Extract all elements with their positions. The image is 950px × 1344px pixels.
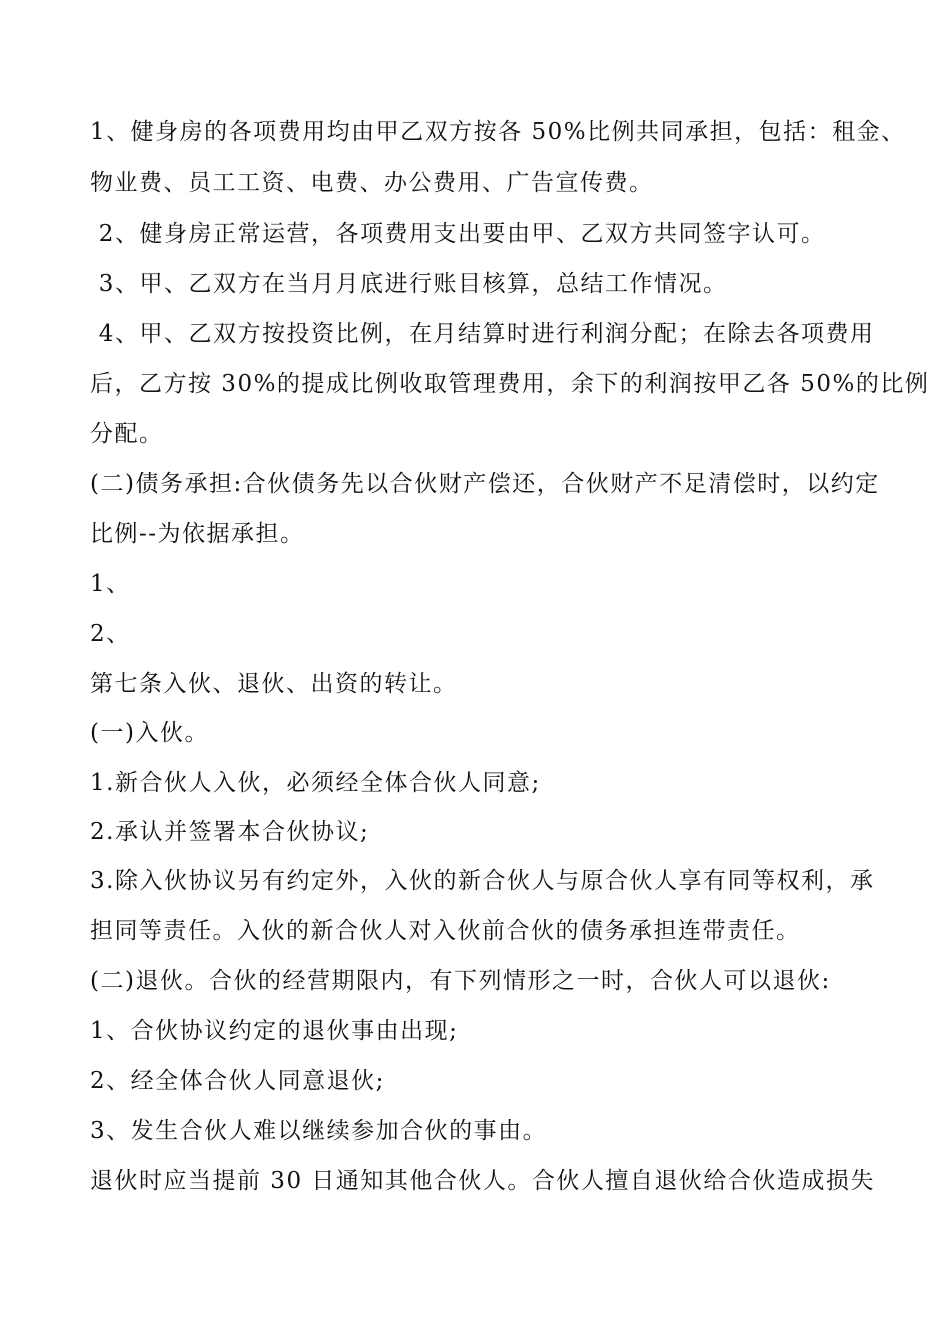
text-line: 2、 xyxy=(90,621,131,647)
text-line: 3、发生合伙人难以继续参加合伙的事由。 xyxy=(90,1118,548,1144)
text-line: (二)债务承担:合伙债务先以合伙财产偿还，合伙财产不足清偿时，以约定 xyxy=(90,471,880,497)
text-line: 1、合伙协议约定的退伙事由出现; xyxy=(90,1018,459,1044)
text-line: 退伙时应当提前 30 日通知其他合伙人。合伙人擅自退伙给合伙造成损失 xyxy=(90,1168,875,1194)
text-line: 物业费、员工工资、电费、办公费用、广告宣传费。 xyxy=(90,170,654,196)
text-line: 比例--为依据承担。 xyxy=(90,521,305,547)
text-line: 2.承认并签署本合伙协议; xyxy=(90,819,370,845)
text-line: 1、健身房的各项费用均由甲乙双方按各 50%比例共同承担，包括：租金、 xyxy=(90,119,906,145)
text-line: 2、经全体合伙人同意退伙; xyxy=(90,1068,385,1094)
text-line: 3.除入伙协议另有约定外，入伙的新合伙人与原合伙人享有同等权利，承 xyxy=(90,868,875,894)
text-line: 3、甲、乙双方在当月月底进行账目核算，总结工作情况。 xyxy=(90,271,728,297)
text-line: 后，乙方按 30%的提成比例收取管理费用，余下的利润按甲乙各 50%的比例 xyxy=(90,371,930,397)
text-line: 1.新合伙人入伙，必须经全体合伙人同意; xyxy=(90,770,541,796)
text-line: 1、 xyxy=(90,571,131,597)
text-line: 分配。 xyxy=(90,421,164,447)
subsection-heading: (一)入伙。 xyxy=(90,720,209,746)
section-heading: 第七条入伙、退伙、出资的转让。 xyxy=(90,671,458,697)
text-line: 担同等责任。入伙的新合伙人对入伙前合伙的债务承担连带责任。 xyxy=(90,918,801,944)
text-line: 4、甲、乙双方按投资比例，在月结算时进行利润分配；在除去各项费用 xyxy=(90,321,875,347)
subsection-heading: (二)退伙。合伙的经营期限内，有下列情形之一时，合伙人可以退伙: xyxy=(90,968,831,994)
text-line: 2、健身房正常运营，各项费用支出要由甲、乙双方共同签字认可。 xyxy=(90,221,826,247)
